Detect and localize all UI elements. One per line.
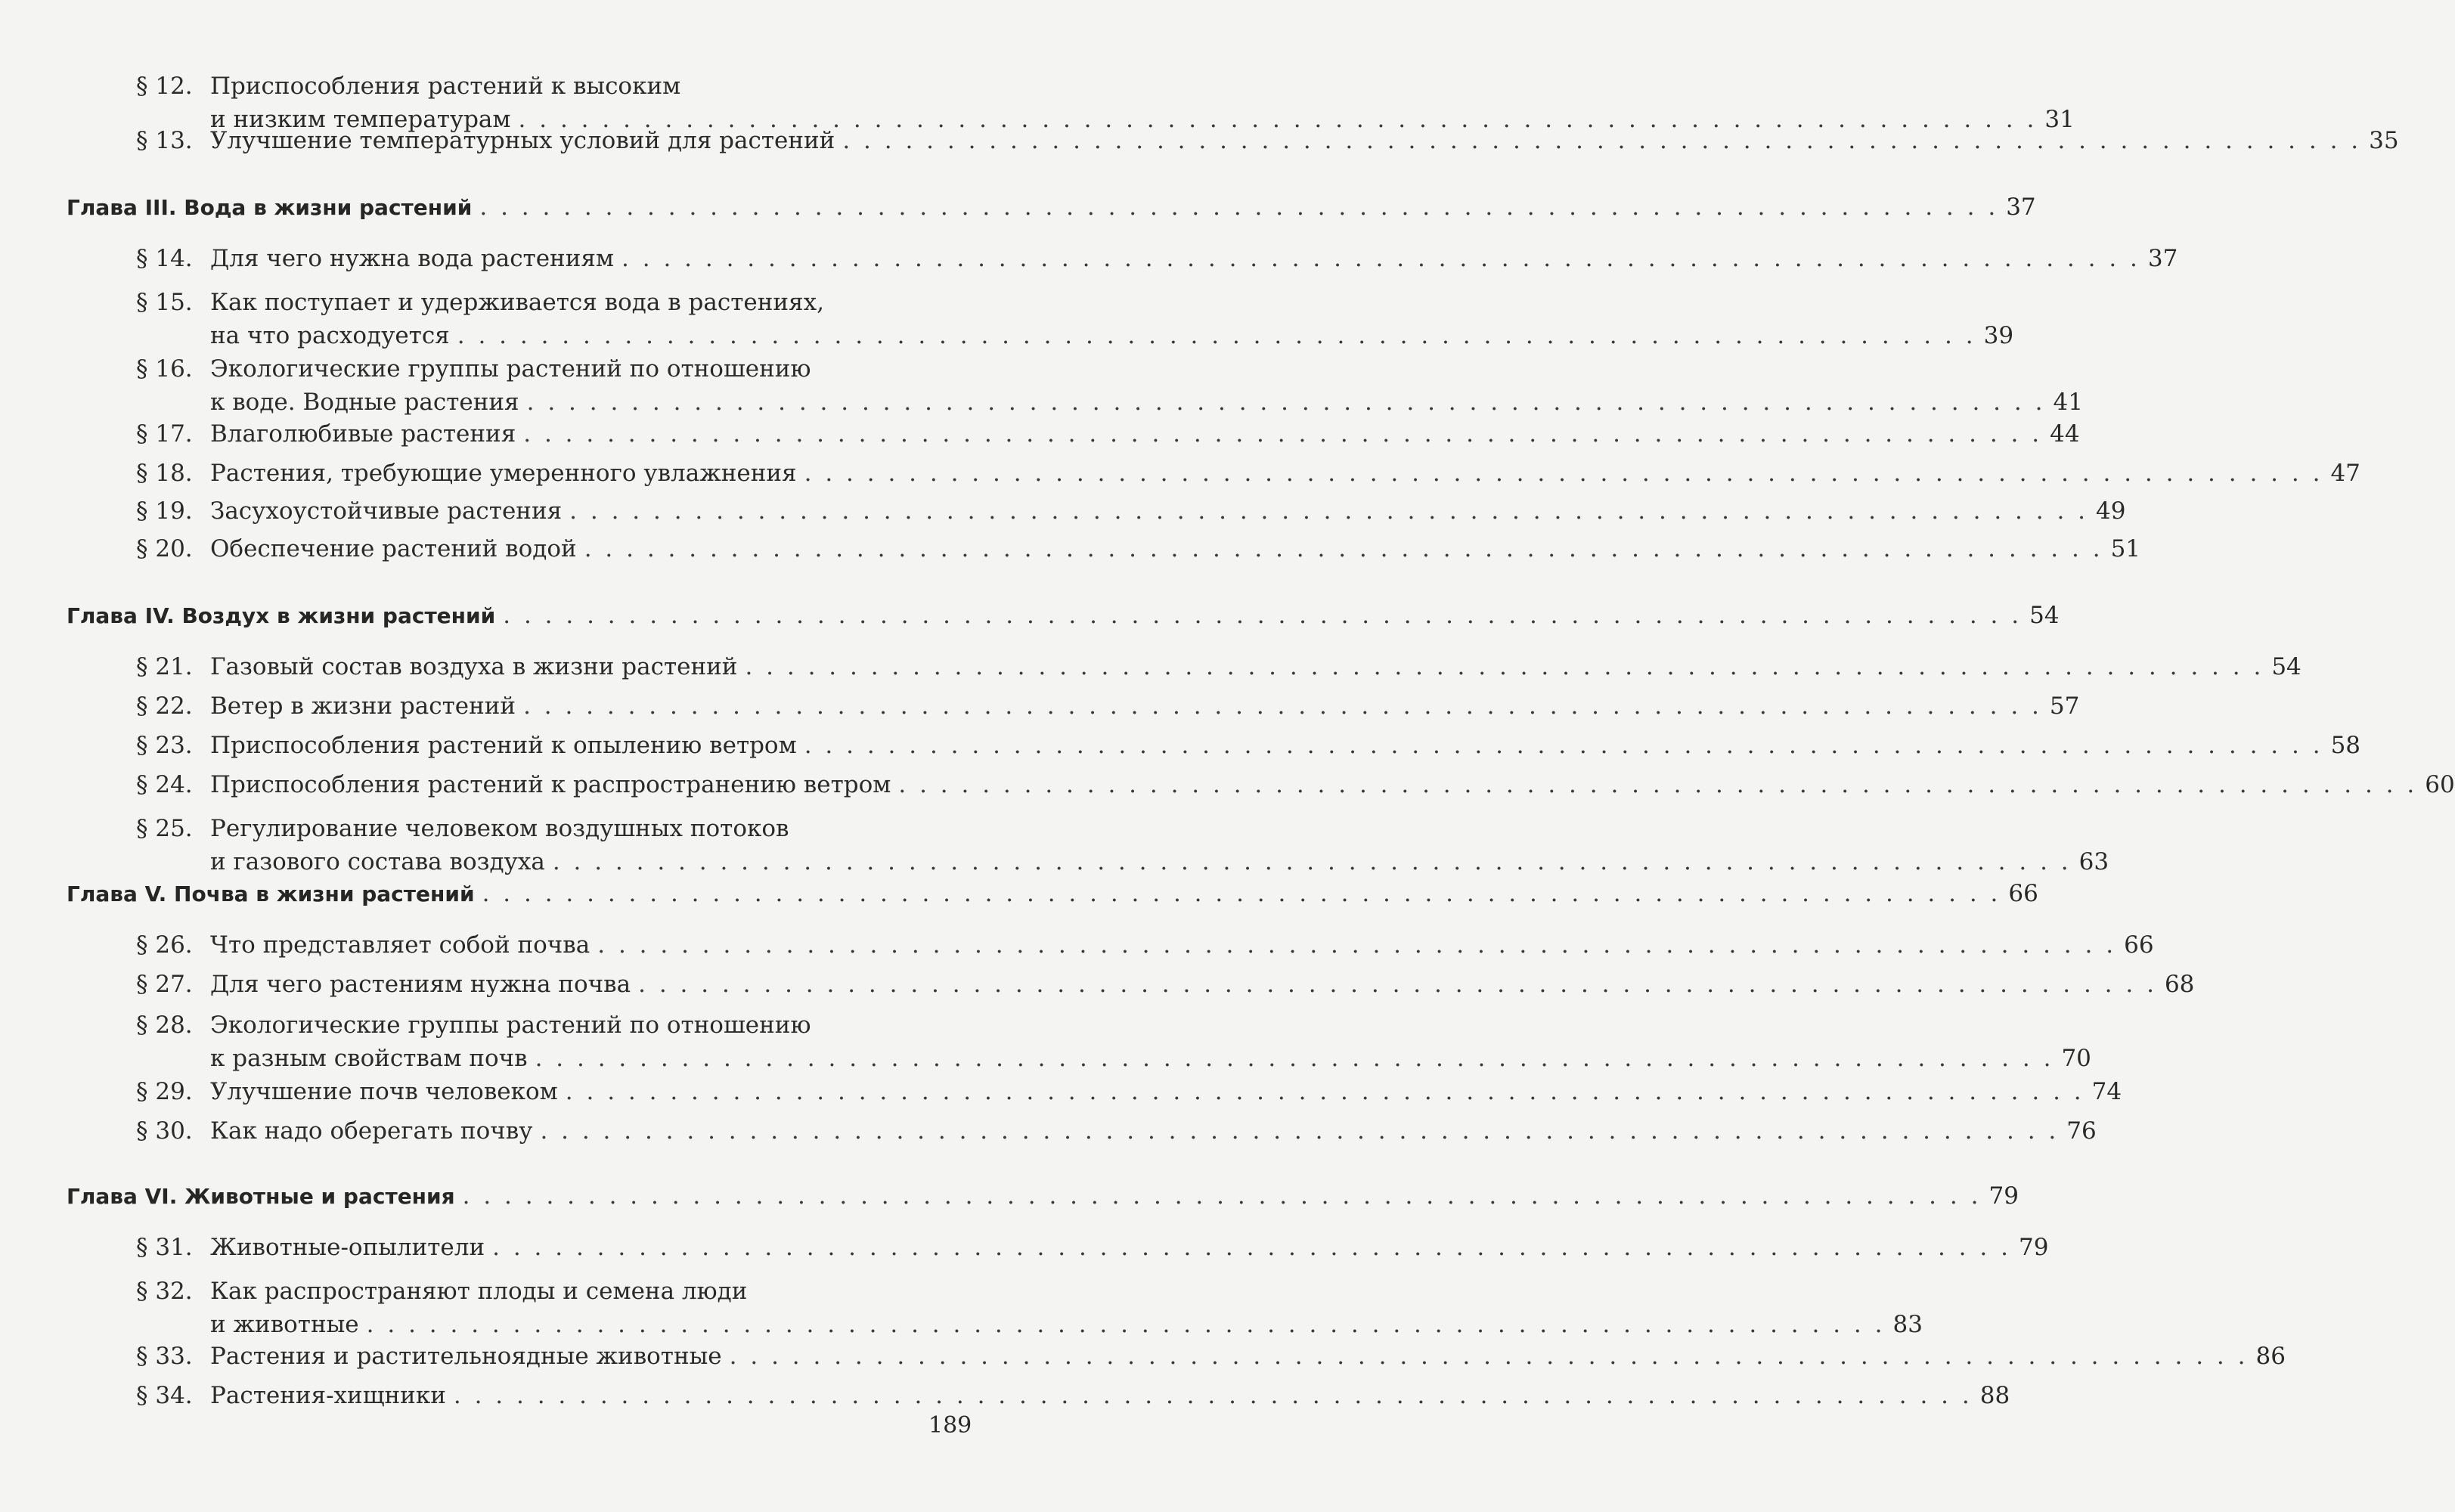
entry-page: 63 — [2078, 848, 2109, 875]
dot-leader: . . . . . . . . . . . . . . . . . . . . . . . . . . . . . . . . . . . . . . . . . . . . . . . . . . . . . . . . . . . . . . . . . . . . . . . . . — [462, 1182, 1982, 1210]
toc-entry — [136, 1114, 2097, 1148]
paragraph-number: § 28. — [136, 1012, 193, 1039]
dot-leader: . . . . . . . . . . . . . . . . . . . . . . . . . . . . . . . . . . . . . . . . . . . . . . . . . . . . . . . . . . . . . . . . . . . . . . . . . — [638, 971, 2157, 998]
dot-leader: . . . . . . . . . . . . . . . . . . . . . . . . . . . . . . . . . . . . . . . . . . . . . . . . . . . . . . . . . . . . . . . . . . . . . . . . . — [552, 848, 2072, 875]
chapter-title: Глава V. Почва в жизни растений — [67, 881, 475, 906]
entry-title-line: Экологические группы растений по отношению — [210, 1012, 811, 1039]
entry-page: 31 — [2044, 106, 2075, 133]
toc-entry — [136, 1231, 2049, 1264]
toc-entry — [136, 457, 2360, 490]
entry-page: 79 — [2018, 1234, 2049, 1261]
toc-entry — [136, 928, 2154, 962]
entry-title-line: Растения-хищники — [210, 1382, 446, 1409]
dot-leader: . . . . . . . . . . . . . . . . . . . . . . . . . . . . . . . . . . . . . . . . . . . . . . . . . . . . . . . . . . . . . . . . . . . . . . . . . — [526, 389, 2046, 416]
paragraph-number: § 29. — [136, 1078, 193, 1105]
entry-title-line: Обеспечение растений водой — [210, 535, 577, 562]
paragraph-number: § 31. — [136, 1234, 193, 1261]
toc-entry — [136, 242, 2178, 275]
entry-title-line: Ветер в жизни растений — [210, 692, 516, 720]
entry-title-line: Для чего растениям нужна почва — [210, 971, 631, 998]
entry-page: 44 — [2050, 420, 2080, 448]
toc-entry — [136, 1275, 1923, 1341]
paragraph-number: § 27. — [136, 971, 193, 998]
chapter-title: Глава VI. Животные и растения — [67, 1184, 455, 1209]
entry-title-line: на что расходуется — [210, 322, 450, 349]
entry-page: 47 — [2330, 460, 2360, 487]
entry-page: 88 — [1979, 1382, 2010, 1409]
paragraph-number: § 34. — [136, 1382, 193, 1409]
chapter-heading — [67, 191, 2036, 225]
dot-leader: . . . . . . . . . . . . . . . . . . . . . . . . . . . . . . . . . . . . . . . . . . . . . . . . . . . . . . . . . . . . . . . . . . . . . . . . . — [745, 653, 2264, 680]
chapter-heading — [67, 599, 2060, 633]
paragraph-number: § 32. — [136, 1278, 193, 1305]
entry-title-line: Экологические группы растений по отношению — [210, 355, 811, 383]
toc-entry — [136, 812, 2109, 878]
entry-page: 49 — [2096, 497, 2126, 525]
dot-leader: . . . . . . . . . . . . . . . . . . . . . . . . . . . . . . . . . . . . . . . . . . . . . . . . . . . . . . . . . . . . . . . . . . . . . . . . . — [518, 106, 2038, 133]
entry-title-line: Как распространяют плоды и семена люди — [210, 1278, 748, 1305]
entry-title-line: Как надо оберегать почву — [210, 1117, 533, 1145]
entry-page: 66 — [2124, 931, 2154, 959]
chapter-title: Глава III. Вода в жизни растений — [67, 195, 473, 220]
chapter-heading — [67, 1179, 2019, 1213]
dot-leader: . . . . . . . . . . . . . . . . . . . . . . . . . . . . . . . . . . . . . . . . . . . . . . . . . . . . . . . . . . . . . . . . . . . . . . . . . — [540, 1117, 2060, 1145]
dot-leader: . . . . . . . . . . . . . . . . . . . . . . . . . . . . . . . . . . . . . . . . . . . . . . . . . . . . . . . . . . . . . . . . . . . . . . . . . — [898, 771, 2418, 798]
toc-entry — [136, 286, 2014, 352]
paragraph-number: § 17. — [136, 420, 193, 448]
toc-entry — [136, 729, 2361, 762]
chapter-title: Глава IV. Воздух в жизни растений — [67, 603, 496, 628]
paragraph-number: § 22. — [136, 692, 193, 720]
paragraph-number: § 23. — [136, 732, 193, 759]
entry-page: 54 — [2271, 653, 2302, 680]
chapter-page: 66 — [2008, 880, 2038, 907]
paragraph-number: § 20. — [136, 535, 193, 562]
entry-title-line: Животные-опылители — [210, 1234, 485, 1261]
entry-page: 76 — [2066, 1117, 2097, 1145]
entry-title-line: и газового состава воздуха — [210, 848, 545, 875]
dot-leader: . . . . . . . . . . . . . . . . . . . . . . . . . . . . . . . . . . . . . . . . . . . . . . . . . . . . . . . . . . . . . . . . . . . . . . . . . — [842, 127, 2362, 154]
entry-title-line: Что представляет собой почва — [210, 931, 591, 959]
toc-entry — [136, 124, 2399, 157]
entry-page: 58 — [2330, 732, 2361, 759]
entry-title-line: к воде. Водные растения — [210, 389, 519, 416]
paragraph-number: § 26. — [136, 931, 193, 959]
dot-leader: . . . . . . . . . . . . . . . . . . . . . . . . . . . . . . . . . . . . . . . . . . . . . . . . . . . . . . . . . . . . . . . . . . . . . . . . . — [479, 194, 1999, 221]
entry-page: 74 — [2091, 1078, 2122, 1105]
entry-title-line: Газовый состав воздуха в жизни растений — [210, 653, 738, 680]
entry-page: 86 — [2255, 1343, 2286, 1370]
entry-title-line: и животные — [210, 1311, 359, 1338]
entry-page: 51 — [2110, 535, 2141, 562]
toc-entry — [136, 532, 2141, 565]
entry-title-line: Приспособления растений к опылению ветром — [210, 732, 797, 759]
dot-leader: . . . . . . . . . . . . . . . . . . . . . . . . . . . . . . . . . . . . . . . . . . . . . . . . . . . . . . . . . . . . . . . . . . . . . . . . . — [482, 880, 2001, 907]
chapter-heading — [67, 877, 2038, 911]
entry-page: 70 — [2061, 1045, 2091, 1072]
toc-entry — [136, 1009, 2091, 1075]
entry-title-line: и низким температурам — [210, 106, 511, 133]
toc-entry — [136, 968, 2195, 1001]
dot-leader: . . . . . . . . . . . . . . . . . . . . . . . . . . . . . . . . . . . . . . . . . . . . . . . . . . . . . . . . . . . . . . . . . . . . . . . . . — [621, 245, 2140, 272]
entry-page: 60 — [2425, 771, 2455, 798]
page-number: 189 — [928, 1412, 972, 1439]
paragraph-number: § 14. — [136, 245, 193, 272]
paragraph-number: § 25. — [136, 815, 193, 842]
dot-leader: . . . . . . . . . . . . . . . . . . . . . . . . . . . . . . . . . . . . . . . . . . . . . . . . . . . . . . . . . . . . . . . . . . . . . . . . . — [584, 535, 2103, 562]
entry-page: 37 — [2147, 245, 2178, 272]
paragraph-number: § 12. — [136, 73, 193, 100]
dot-leader: . . . . . . . . . . . . . . . . . . . . . . . . . . . . . . . . . . . . . . . . . . . . . . . . . . . . . . . . . . . . . . . . . . . . . . . . . — [569, 497, 2089, 525]
dot-leader: . . . . . . . . . . . . . . . . . . . . . . . . . . . . . . . . . . . . . . . . . . . . . . . . . . . . . . . . . . . . . . . . . . . . . . . . . — [523, 420, 2043, 448]
entry-title-line: Засухоустойчивые растения — [210, 497, 563, 525]
entry-page: 83 — [1892, 1311, 1923, 1338]
entry-title-line: Регулирование человеком воздушных потоков — [210, 815, 789, 842]
entry-page: 41 — [2053, 389, 2083, 416]
paragraph-number: § 24. — [136, 771, 193, 798]
entry-title-line: Как поступает и удерживается вода в растениях, — [210, 289, 824, 316]
entry-title-line: Для чего нужна вода растениям — [210, 245, 615, 272]
chapter-page: 54 — [2029, 602, 2060, 629]
toc-entry — [136, 689, 2080, 723]
toc-entry — [136, 417, 2080, 451]
toc-entry — [136, 650, 2302, 683]
chapter-page: 37 — [2006, 194, 2036, 221]
paragraph-number: § 30. — [136, 1117, 193, 1145]
dot-leader: . . . . . . . . . . . . . . . . . . . . . . . . . . . . . . . . . . . . . . . . . . . . . . . . . . . . . . . . . . . . . . . . . . . . . . . . . — [366, 1311, 1886, 1338]
paragraph-number: § 19. — [136, 497, 193, 525]
entry-title-line: Приспособления растений к высоким — [210, 73, 681, 100]
entry-page: 35 — [2369, 127, 2399, 154]
toc-entry — [136, 768, 2455, 801]
dot-leader: . . . . . . . . . . . . . . . . . . . . . . . . . . . . . . . . . . . . . . . . . . . . . . . . . . . . . . . . . . . . . . . . . . . . . . . . . — [503, 602, 2023, 629]
entry-title-line: к разным свойствам почв — [210, 1045, 528, 1072]
paragraph-number: § 16. — [136, 355, 193, 383]
dot-leader: . . . . . . . . . . . . . . . . . . . . . . . . . . . . . . . . . . . . . . . . . . . . . . . . . . . . . . . . . . . . . . . . . . . . . . . . . — [453, 1382, 1973, 1409]
dot-leader: . . . . . . . . . . . . . . . . . . . . . . . . . . . . . . . . . . . . . . . . . . . . . . . . . . . . . . . . . . . . . . . . . . . . . . . . . — [729, 1343, 2249, 1370]
entry-title-line: Растения, требующие умеренного увлажнения — [210, 460, 797, 487]
toc-entry — [136, 1075, 2122, 1108]
dot-leader: . . . . . . . . . . . . . . . . . . . . . . . . . . . . . . . . . . . . . . . . . . . . . . . . . . . . . . . . . . . . . . . . . . . . . . . . . — [804, 732, 2323, 759]
toc-entry — [136, 494, 2126, 528]
paragraph-number: § 13. — [136, 127, 193, 154]
toc-entry — [136, 1379, 2010, 1412]
entry-page: 68 — [2164, 971, 2195, 998]
chapter-page: 79 — [1988, 1182, 2019, 1210]
toc-entry — [136, 352, 2083, 419]
entry-title-line: Улучшение температурных условий для растений — [210, 127, 835, 154]
dot-leader: . . . . . . . . . . . . . . . . . . . . . . . . . . . . . . . . . . . . . . . . . . . . . . . . . . . . . . . . . . . . . . . . . . . . . . . . . — [597, 931, 2117, 959]
entry-title-line: Растения и растительноядные животные — [210, 1343, 722, 1370]
entry-title-line: Улучшение почв человеком — [210, 1078, 558, 1105]
dot-leader: . . . . . . . . . . . . . . . . . . . . . . . . . . . . . . . . . . . . . . . . . . . . . . . . . . . . . . . . . . . . . . . . . . . . . . . . . — [523, 692, 2042, 720]
dot-leader: . . . . . . . . . . . . . . . . . . . . . . . . . . . . . . . . . . . . . . . . . . . . . . . . . . . . . . . . . . . . . . . . . . . . . . . . . — [565, 1078, 2085, 1105]
dot-leader: . . . . . . . . . . . . . . . . . . . . . . . . . . . . . . . . . . . . . . . . . . . . . . . . . . . . . . . . . . . . . . . . . . . . . . . . . — [457, 322, 1976, 349]
entry-page: 57 — [2049, 692, 2080, 720]
toc-entry — [136, 1340, 2286, 1373]
entry-page: 39 — [1983, 322, 2014, 349]
paragraph-number: § 21. — [136, 653, 193, 680]
entry-title-line: Приспособления растений к распространению ветром — [210, 771, 891, 798]
dot-leader: . . . . . . . . . . . . . . . . . . . . . . . . . . . . . . . . . . . . . . . . . . . . . . . . . . . . . . . . . . . . . . . . . . . . . . . . . — [535, 1045, 2054, 1072]
paragraph-number: § 18. — [136, 460, 193, 487]
dot-leader: . . . . . . . . . . . . . . . . . . . . . . . . . . . . . . . . . . . . . . . . . . . . . . . . . . . . . . . . . . . . . . . . . . . . . . . . . — [492, 1234, 2011, 1261]
paragraph-number: § 15. — [136, 289, 193, 316]
paragraph-number: § 33. — [136, 1343, 193, 1370]
entry-title-line: Влаголюбивые растения — [210, 420, 516, 448]
dot-leader: . . . . . . . . . . . . . . . . . . . . . . . . . . . . . . . . . . . . . . . . . . . . . . . . . . . . . . . . . . . . . . . . . . . . . . . . . — [804, 460, 2323, 487]
